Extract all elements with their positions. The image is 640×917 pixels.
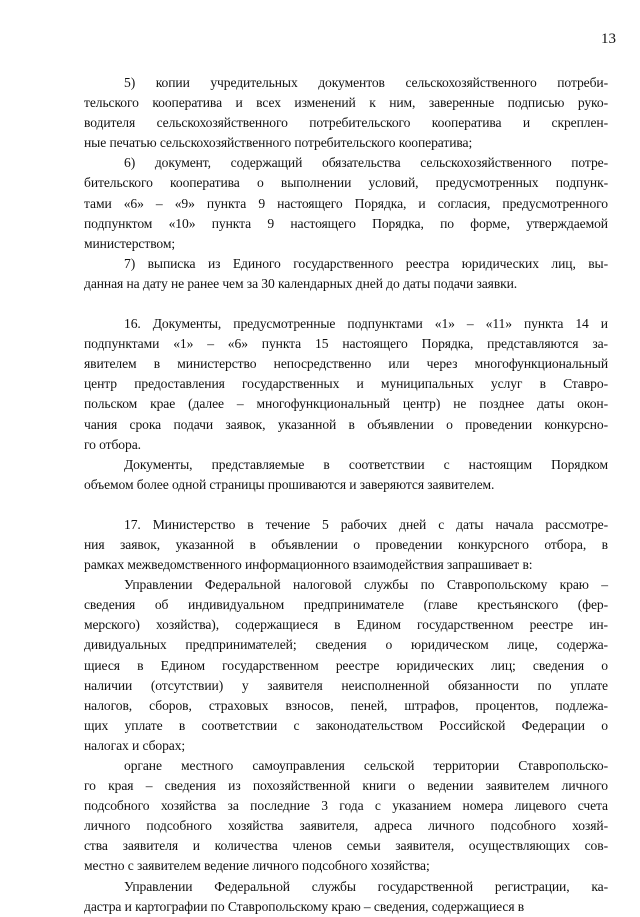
text-line: подпунктами «1» – «6» пункта 15 настоящего Порядка, представляются за- xyxy=(84,336,608,352)
text-line: 16. Документы, предусмотренные подпунктами «1» – «11» пункта 14 и xyxy=(124,316,608,332)
text-line: данная на дату не ранее чем за 30 календарных дней до даты подачи заявки. xyxy=(84,275,518,291)
document-body xyxy=(84,73,608,917)
text-line: органе местного самоуправления сельской территории Ставропольско- xyxy=(124,758,608,773)
text-line: тами «6» – «9» пункта 9 настоящего Порядка, и согласия, предусмотренного xyxy=(84,195,608,211)
paragraph-spacer xyxy=(84,294,608,314)
text-line: наличии (отсутствии) у заявителя неисполненной обязанности по уплате xyxy=(84,677,608,693)
text-line: подпунктом «10» пункта 9 настоящего Порядка, по форме, утверждаемой xyxy=(84,215,608,231)
text-line: ния заявок, указанной в объявлении о проведении конкурсного отбора, в xyxy=(84,536,608,552)
text-line: министерством; xyxy=(84,235,176,251)
paragraph-p17c xyxy=(84,877,608,917)
text-line: налогах и сборах; xyxy=(84,737,186,753)
paragraph-p17 xyxy=(84,515,608,575)
text-line: водителя сельскохозяйственного потребительского кооператива и скреплен- xyxy=(84,115,608,131)
text-line: мерского) хозяйства), содержащиеся в Едином государственном реестре ин- xyxy=(84,617,608,633)
text-line: 7) выписка из Единого государственного реестра юридических лиц, вы- xyxy=(124,255,608,271)
text-line: рамках межведомственного информационного взаимодействия запрашивает в: xyxy=(84,557,533,573)
paragraph-p16 xyxy=(84,314,608,455)
paragraph-item6 xyxy=(84,153,608,253)
text-line: местно с заявителем ведение личного подсобного хозяйства; xyxy=(84,858,430,874)
text-line: ные печатью сельскохозяйственного потребительского кооператива; xyxy=(84,135,473,151)
text-line: центр предоставления государственных и муниципальных услуг в Ставро- xyxy=(84,376,608,392)
paragraph-item7 xyxy=(84,254,608,294)
text-line: ства заявителя и количества членов семьи заявителя, осуществляющих сов- xyxy=(84,838,608,854)
text-line: тельского кооператива и всех изменений к ним, заверенные подписью руко- xyxy=(84,95,608,111)
text-line: щиеся в Едином государственном реестре юридических лиц; сведения о xyxy=(84,657,608,673)
text-line: го отбора. xyxy=(84,436,141,452)
paragraph-p17b xyxy=(84,756,608,877)
text-line: Управлении Федеральной налоговой службы по Ставропольскому краю – xyxy=(124,577,608,593)
text-line: чания срока подачи заявок, указанной в объявлении о проведении конкурсно- xyxy=(84,416,608,432)
text-line: бительского кооператива о выполнении условий, предусмотренных подпунк- xyxy=(84,175,608,191)
text-line: польском крае (далее – многофункциональный центр) не позднее даты окон- xyxy=(84,396,608,412)
text-line: 5) копии учредительных документов сельскохозяйственного потреби- xyxy=(124,75,608,90)
text-line: сведения об индивидуальном предпринимателе (главе крестьянского (фер- xyxy=(84,597,608,613)
paragraph-p16b xyxy=(84,455,608,495)
text-line: дивидуальных предпринимателей; сведения о юридическом лице, содержа- xyxy=(84,637,608,653)
page-number: 13 xyxy=(601,31,616,47)
text-line: объемом более одной страницы прошиваются и заверяются заявителем. xyxy=(84,476,495,492)
text-line: явителем в министерство непосредственно или через многофункциональный xyxy=(84,356,608,372)
text-line: Управлении Федеральной службы государственной регистрации, ка- xyxy=(124,878,608,894)
text-line: щих уплате в соответствии с законодательством Российской Федерации о xyxy=(84,717,608,733)
text-line: налогов, сборов, страховых взносов, пеней, штрафов, процентов, подлежа- xyxy=(84,697,608,713)
text-line: 17. Министерство в течение 5 рабочих дней с даты начала рассмотре- xyxy=(124,516,608,532)
paragraph-item5 xyxy=(84,73,608,153)
text-line: дастра и картографии по Ставропольскому краю – сведения, содержащиеся в xyxy=(84,898,525,914)
text-line: подсобного хозяйства за последние 3 года с указанием номера лицевого счета xyxy=(84,798,608,814)
paragraph-spacer xyxy=(84,495,608,515)
paragraph-p17a xyxy=(84,575,608,756)
text-line: 6) документ, содержащий обязательства сельскохозяйственного потре- xyxy=(124,155,608,171)
text-line: го края – сведения из похозяйственной книги о ведении заявителем личного xyxy=(84,778,608,794)
text-line: личного подсобного хозяйства заявителя, адреса личного подсобного хозяй- xyxy=(84,818,608,834)
text-line: Документы, представляемые в соответствии с настоящим Порядком xyxy=(124,456,608,472)
